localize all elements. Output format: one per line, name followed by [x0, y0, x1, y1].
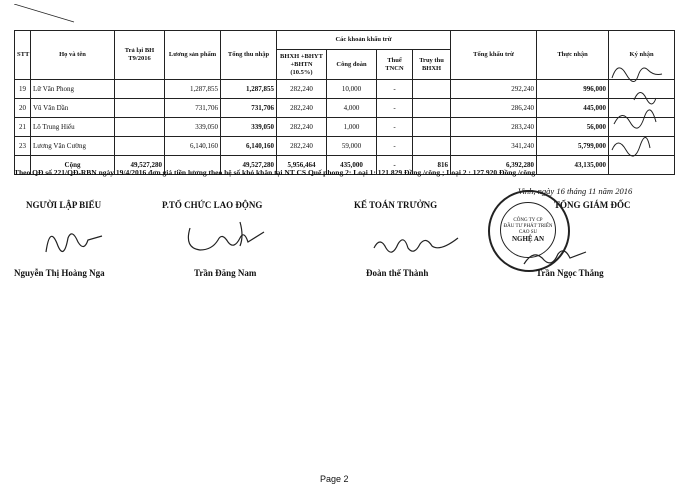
cell-thue: -	[377, 99, 413, 118]
cell-bh	[115, 137, 165, 156]
labor-signature	[180, 218, 270, 258]
cell-name: Lương Văn Cường	[31, 137, 115, 156]
cell-name: Vũ Văn Dần	[31, 99, 115, 118]
cell-luong: 339,050	[165, 118, 221, 137]
preparer-signature	[40, 222, 110, 262]
table-row	[15, 80, 675, 99]
cell-luong: 6,140,160	[165, 137, 221, 156]
cell-tong: 731,706	[221, 99, 277, 118]
cell-truy	[413, 118, 451, 137]
cell-tong: 339,050	[221, 118, 277, 137]
header-ky-nhan: Ký nhận	[609, 31, 675, 80]
total-thue: -	[377, 156, 413, 175]
cell-name: Lữ Văn Phong	[31, 80, 115, 99]
accountant-signature	[370, 230, 470, 260]
total-tkt: 6,392,280	[451, 156, 537, 175]
cell-cd: 59,000	[327, 137, 377, 156]
total-tong: 49,527,280	[221, 156, 277, 175]
top-decoration	[14, 4, 134, 24]
cell-truy	[413, 80, 451, 99]
labor-role: P.TỔ CHỨC LAO ĐỘNG	[162, 200, 263, 210]
header-tong-thu-nhap: Tổng thu nhập	[221, 31, 277, 80]
accountant-role: KẾ TOÁN TRƯỞNG	[354, 200, 438, 210]
cell-tkt: 286,240	[451, 99, 537, 118]
total-cd: 435,000	[327, 156, 377, 175]
cell-bhxh: 282,240	[277, 118, 327, 137]
header-thue: Thuế TNCN	[377, 50, 413, 80]
page-number: Page 2	[320, 474, 349, 484]
cell-luong: 731,706	[165, 99, 221, 118]
company-stamp: CÔNG TY CP ĐẦU TƯ PHÁT TRIỂN CAO SU NGHỆ AN	[488, 190, 570, 272]
cell-stt: 23	[15, 137, 31, 156]
payroll-table	[14, 30, 675, 175]
cell-bh	[115, 80, 165, 99]
header-truy-thu: Truy thu BHXH	[413, 50, 451, 80]
cell-name: Lô Trung Hiếu	[31, 118, 115, 137]
handwritten-signatures	[604, 58, 674, 168]
pricing-note: Theo QĐ số 221/QĐ-RBN ngày 19/4/2016 đơn giá tiền lương theo hệ số khó khăn tại NT CS Quế phong 2: Loại 1: 121.829 Đồng /công ; Loại 2 : 127.920 Đồng /công	[14, 168, 536, 177]
cell-bh	[115, 118, 165, 137]
cell-thue: -	[377, 137, 413, 156]
header-cong-doan: Công đoàn	[327, 50, 377, 80]
table-row	[15, 118, 675, 137]
total-truy: 816	[413, 156, 451, 175]
total-bh: 49,527,280	[115, 156, 165, 175]
cell-tn: 445,000	[537, 99, 609, 118]
total-bhxh: 5,956,464	[277, 156, 327, 175]
signing-date: Vinh, ngày 16 tháng 11 năm 2016	[518, 186, 633, 196]
cell-tkt: 341,240	[451, 137, 537, 156]
cell-cd: 1,000	[327, 118, 377, 137]
header-stt: STT	[15, 31, 31, 80]
cell-bhxh: 282,240	[277, 80, 327, 99]
table-row	[15, 137, 675, 156]
preparer-role: NGƯỜI LẬP BIỂU	[26, 200, 102, 210]
cell-tn: 996,000	[537, 80, 609, 99]
preparer-name: Nguyễn Thị Hoàng Nga	[14, 268, 105, 278]
cell-stt: 19	[15, 80, 31, 99]
cell-tkt: 283,240	[451, 118, 537, 137]
accountant-name: Đoàn thế Thành	[366, 268, 429, 278]
director-role: TỔNG GIÁM ĐỐC	[554, 200, 631, 210]
cell-thue: -	[377, 118, 413, 137]
cell-tkt: 292,240	[451, 80, 537, 99]
cell-stt: 20	[15, 99, 31, 118]
labor-name: Trần Đăng Nam	[194, 268, 257, 278]
cell-cd: 4,000	[327, 99, 377, 118]
header-thuc-nhan: Thực nhận	[537, 31, 609, 80]
header-tong-khau-tru: Tổng khấu trừ	[451, 31, 537, 80]
cell-bhxh: 282,240	[277, 137, 327, 156]
cell-tn: 56,000	[537, 118, 609, 137]
cell-truy	[413, 137, 451, 156]
header-bhxh: BHXH +BHYT +BHTN (10.5%)	[277, 50, 327, 80]
cell-cd: 10,000	[327, 80, 377, 99]
header-name: Họ và tên	[31, 31, 115, 80]
header-luong: Lương sản phẩm	[165, 31, 221, 80]
cell-stt: 21	[15, 118, 31, 137]
table-row	[15, 99, 675, 118]
cell-luong: 1,287,855	[165, 80, 221, 99]
director-name: Trần Ngọc Thắng	[536, 268, 604, 278]
cell-tong: 6,140,160	[221, 137, 277, 156]
cell-bh	[115, 99, 165, 118]
cell-truy	[413, 99, 451, 118]
header-khau-tru-group: Các khoản khấu trừ	[277, 31, 451, 50]
cell-tong: 1,287,855	[221, 80, 277, 99]
cell-thue: -	[377, 80, 413, 99]
cell-bhxh: 282,240	[277, 99, 327, 118]
header-bh: Trả lại BH T9/2016	[115, 31, 165, 80]
cell-tn: 5,799,000	[537, 137, 609, 156]
total-label: Cộng	[31, 156, 115, 175]
total-tn: 43,135,000	[537, 156, 609, 175]
